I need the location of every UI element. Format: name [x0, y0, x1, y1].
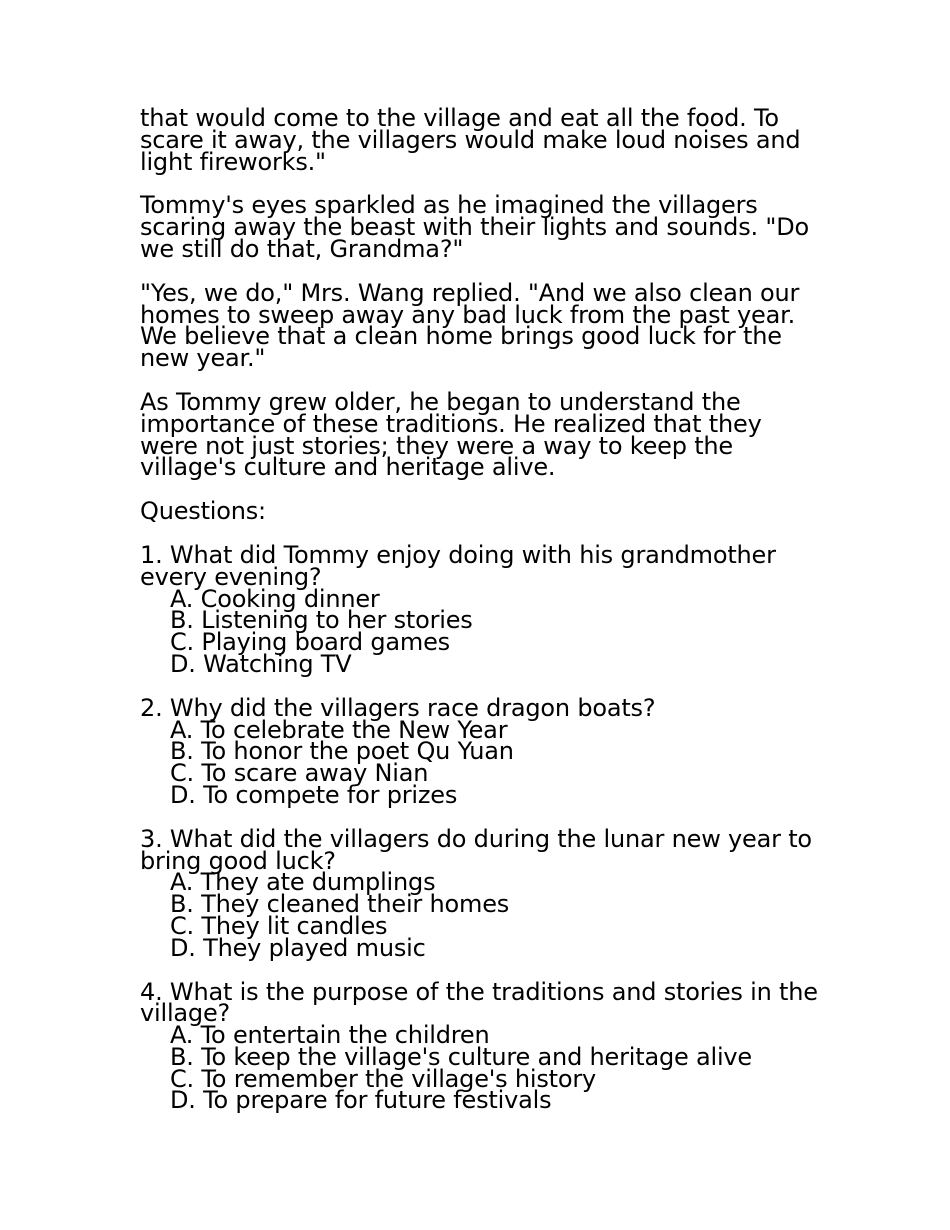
answer-option: C. Playing board games — [170, 628, 450, 657]
question-4 — [140, 977, 820, 1115]
answer-options — [140, 1021, 820, 1115]
answer-option: C. They lit candles — [170, 911, 388, 940]
question-2 — [140, 693, 820, 809]
answer-option: D. Watching TV — [170, 649, 352, 678]
answer-option: B. Listening to her stories — [170, 606, 473, 635]
answer-option: A. To entertain the children — [170, 1021, 490, 1050]
answer-option: C. To scare away Nian — [170, 759, 429, 788]
story-paragraph: Tommy's eyes sparkled as he imagined the villagers scaring away the beast with their lights and sounds. "Do we still do that, Grandma?" — [140, 191, 809, 263]
answer-option: A. Cooking dinner — [170, 584, 380, 613]
story-paragraph: "Yes, we do," Mrs. Wang replied. "And we also clean our homes to sweep away any bad luck from the past year. We believe that a clean home brings good luck for the new year." — [140, 278, 800, 373]
answer-option: C. To remember the village's history — [170, 1064, 597, 1093]
answer-options — [140, 868, 820, 962]
document-page — [140, 104, 820, 1134]
answer-options — [140, 715, 820, 809]
question-3 — [140, 824, 820, 962]
question-1 — [140, 540, 820, 678]
answer-option: A. They ate dumplings — [170, 868, 436, 897]
answer-option: B. To honor the poet Qu Yuan — [170, 737, 514, 766]
question-text: 3. What did the villagers do during the lunar new year to bring good luck? — [140, 824, 812, 875]
answer-option: D. To compete for prizes — [170, 780, 458, 809]
answer-option: D. They played music — [170, 933, 426, 962]
question-text: 1. What did Tommy enjoy doing with his grandmother every evening? — [140, 540, 776, 591]
question-text: 2. Why did the villagers race dragon boats? — [140, 693, 656, 722]
answer-option: D. To prepare for future festivals — [170, 1086, 552, 1115]
answer-option: A. To celebrate the New Year — [170, 715, 508, 744]
answer-option: B. To keep the village's culture and heritage alive — [170, 1042, 752, 1071]
question-text: 4. What is the purpose of the traditions and stories in the village? — [140, 977, 818, 1028]
story-paragraph: that would come to the village and eat all the food. To scare it away, the villagers would make loud noises and light fireworks." — [140, 104, 801, 176]
answer-option: B. They cleaned their homes — [170, 890, 510, 919]
questions-heading: Questions: — [140, 497, 266, 526]
story-paragraph: As Tommy grew older, he began to understand the importance of these traditions. He realized that they were not just stories; they were a way to keep the village's culture and heritage alive. — [140, 387, 762, 482]
answer-options — [140, 584, 820, 678]
